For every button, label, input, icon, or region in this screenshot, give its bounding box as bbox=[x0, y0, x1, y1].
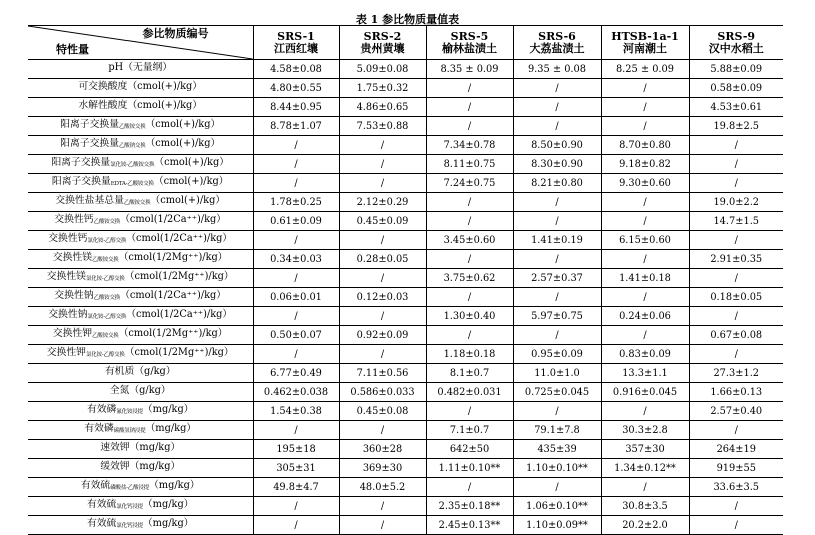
column-soil-name: 榆林盐渍土 bbox=[442, 41, 497, 55]
value-cell: / bbox=[689, 174, 783, 193]
value-cell: / bbox=[513, 79, 601, 98]
property-label-cell bbox=[28, 478, 253, 497]
value-cell: / bbox=[426, 250, 513, 269]
value-cell: 0.67±0.08 bbox=[689, 326, 783, 345]
value-cell: 357±30 bbox=[601, 440, 689, 459]
property-unit: （cmol(1/2Ca⁺⁺)/kg） bbox=[126, 309, 233, 320]
value-cell: 1.11±0.10** bbox=[426, 459, 513, 478]
method-subscript: 乙酸铵交换 bbox=[93, 219, 121, 225]
property-unit: （mg/kg） bbox=[142, 518, 194, 529]
value-cell: 2.12±0.29 bbox=[339, 193, 426, 212]
value-cell: / bbox=[339, 421, 426, 440]
value-cell: 30.3±2.8 bbox=[601, 421, 689, 440]
value-cell: 8.1±0.7 bbox=[426, 364, 513, 383]
property-label-cell bbox=[28, 212, 253, 231]
property-name: 交换性镁 bbox=[52, 252, 93, 263]
value-cell: / bbox=[601, 212, 689, 231]
column-soil-name: 河南潮土 bbox=[623, 41, 667, 55]
column-soil-name: 贵州黄壤 bbox=[360, 41, 405, 55]
value-cell: / bbox=[253, 497, 339, 516]
table-row bbox=[28, 60, 783, 79]
property-unit: （cmol(1/2Ca⁺⁺)/kg） bbox=[120, 290, 227, 301]
column-soil-name: 江西红壤 bbox=[274, 41, 318, 55]
value-cell: 0.916±0.045 bbox=[601, 383, 689, 402]
value-cell: 49.8±4.7 bbox=[253, 478, 339, 497]
value-cell: 1.54±0.38 bbox=[253, 402, 339, 421]
value-cell: 0.61±0.09 bbox=[253, 212, 339, 231]
value-cell: / bbox=[426, 326, 513, 345]
table-row bbox=[28, 402, 783, 421]
table-row bbox=[28, 250, 783, 269]
value-cell: / bbox=[253, 155, 339, 174]
value-cell: 2.91±0.35 bbox=[689, 250, 783, 269]
value-cell: / bbox=[513, 402, 601, 421]
value-cell: / bbox=[601, 402, 689, 421]
table-row bbox=[28, 516, 783, 535]
value-cell: / bbox=[513, 250, 601, 269]
value-cell: 5.88±0.09 bbox=[689, 60, 783, 79]
property-label-cell bbox=[28, 497, 253, 516]
column-code: SRS-5 bbox=[450, 29, 489, 43]
value-cell: / bbox=[513, 212, 601, 231]
property-label-cell bbox=[28, 421, 253, 440]
table-row bbox=[28, 231, 783, 250]
value-cell: 8.35 ± 0.09 bbox=[426, 60, 513, 79]
value-cell: / bbox=[426, 402, 513, 421]
property-label-cell bbox=[28, 440, 253, 459]
table-title: 表 1 参比物质量值表 bbox=[355, 13, 460, 26]
diagonal-header-cell bbox=[28, 26, 253, 60]
value-cell: 8.11±0.75 bbox=[426, 155, 513, 174]
property-label-cell bbox=[28, 307, 253, 326]
value-cell: 8.70±0.80 bbox=[601, 136, 689, 155]
property-name: 交换性钙 bbox=[54, 214, 94, 225]
value-cell: 0.586±0.033 bbox=[339, 383, 426, 402]
value-cell: / bbox=[339, 136, 426, 155]
property-label-cell bbox=[28, 231, 253, 250]
value-cell: 360±28 bbox=[339, 440, 426, 459]
table-row bbox=[28, 383, 783, 402]
value-cell: / bbox=[513, 193, 601, 212]
value-cell: 19.0±2.2 bbox=[689, 193, 783, 212]
property-name: 速效钾（mg/kg） bbox=[100, 442, 181, 453]
value-cell: / bbox=[339, 345, 426, 364]
value-cell: 369±30 bbox=[339, 459, 426, 478]
property-unit: （cmol(1/2Mg⁺⁺)/kg） bbox=[118, 252, 228, 263]
value-cell: / bbox=[339, 307, 426, 326]
property-name: 可交换酸度（cmol(+)/kg） bbox=[78, 81, 203, 92]
value-cell: / bbox=[426, 98, 513, 117]
table-row bbox=[28, 345, 783, 364]
value-cell: 8.21±0.80 bbox=[513, 174, 601, 193]
value-cell: / bbox=[339, 497, 426, 516]
property-name: 交换性钠 bbox=[48, 309, 88, 320]
column-header bbox=[513, 26, 601, 60]
value-cell: 1.30±0.40 bbox=[426, 307, 513, 326]
property-label-cell bbox=[28, 345, 253, 364]
reference-material-table bbox=[28, 25, 783, 535]
value-cell: 435±39 bbox=[513, 440, 601, 459]
value-cell: 9.30±0.60 bbox=[601, 174, 689, 193]
property-unit: （mg/kg） bbox=[142, 499, 194, 510]
property-name: 全氮（g/kg） bbox=[109, 385, 171, 396]
property-name: 交换性镁 bbox=[46, 271, 86, 282]
table-row bbox=[28, 440, 783, 459]
property-label-cell bbox=[28, 155, 253, 174]
header-property-label: 特性量 bbox=[56, 43, 89, 56]
value-cell: 1.34±0.12** bbox=[601, 459, 689, 478]
table-row bbox=[28, 307, 783, 326]
value-cell: / bbox=[426, 117, 513, 136]
value-cell: 0.725±0.045 bbox=[513, 383, 601, 402]
property-name: 缓效钾（mg/kg） bbox=[100, 461, 181, 472]
value-cell: 19.8±2.5 bbox=[689, 117, 783, 136]
value-cell: 20.2±2.0 bbox=[601, 516, 689, 535]
value-cell: 0.18±0.05 bbox=[689, 288, 783, 307]
table-row bbox=[28, 459, 783, 478]
table-row bbox=[28, 326, 783, 345]
value-cell: / bbox=[339, 516, 426, 535]
value-cell: 1.66±0.13 bbox=[689, 383, 783, 402]
method-subscript: 磷酸盐-乙酸浸提 bbox=[110, 485, 149, 491]
method-subscript: 碳酸氢钠浸提 bbox=[113, 428, 146, 434]
property-name: 有效磷 bbox=[84, 423, 114, 434]
value-cell: 9.35 ± 0.08 bbox=[513, 60, 601, 79]
property-name: 有效硫 bbox=[86, 518, 117, 529]
property-unit: （mg/kg） bbox=[142, 404, 194, 415]
property-name: 阳离子交换量 bbox=[51, 157, 111, 168]
table-row bbox=[28, 79, 783, 98]
property-name: 交换性钾 bbox=[46, 347, 86, 358]
value-cell: 8.25 ± 0.09 bbox=[601, 60, 689, 79]
property-label-cell bbox=[28, 174, 253, 193]
column-code: SRS-1 bbox=[277, 29, 315, 43]
value-cell: 3.45±0.60 bbox=[426, 231, 513, 250]
property-name: 交换性盐基总量 bbox=[55, 195, 124, 206]
property-label-cell bbox=[28, 459, 253, 478]
value-cell: / bbox=[601, 478, 689, 497]
method-subscript: 氯化铵-乙醇交换 bbox=[87, 238, 127, 244]
header-material-code-label: 参比物质编号 bbox=[142, 27, 209, 40]
value-cell: 0.92±0.09 bbox=[339, 326, 426, 345]
property-name: 水解性酸度（cmol(+)/kg） bbox=[78, 100, 203, 111]
value-cell: 8.78±1.07 bbox=[253, 117, 339, 136]
table-row bbox=[28, 212, 783, 231]
value-cell: / bbox=[513, 98, 601, 117]
value-cell: 6.15±0.60 bbox=[601, 231, 689, 250]
table-row bbox=[28, 155, 783, 174]
table-row bbox=[28, 136, 783, 155]
value-cell: 1.75±0.32 bbox=[339, 79, 426, 98]
property-name: 有机质（g/kg） bbox=[104, 366, 176, 377]
value-cell: 3.75±0.62 bbox=[426, 269, 513, 288]
value-cell: 0.24±0.06 bbox=[601, 307, 689, 326]
value-cell: / bbox=[513, 288, 601, 307]
method-subscript: 氯化钙浸提 bbox=[116, 504, 143, 510]
value-cell: 2.57±0.40 bbox=[689, 402, 783, 421]
value-cell: 0.462±0.038 bbox=[253, 383, 339, 402]
property-unit: （cmol(1/2Mg⁺⁺)/kg） bbox=[124, 271, 234, 282]
method-subscript: 乙酸铵交换 bbox=[92, 257, 119, 263]
value-cell: / bbox=[339, 155, 426, 174]
value-cell: / bbox=[689, 269, 783, 288]
value-cell: / bbox=[513, 478, 601, 497]
value-cell: 1.41±0.18 bbox=[601, 269, 689, 288]
value-cell: / bbox=[426, 478, 513, 497]
property-name: 阳离子交换量 bbox=[60, 138, 119, 149]
column-soil-name: 汉中水稻土 bbox=[708, 41, 764, 55]
property-label-cell bbox=[28, 269, 253, 288]
value-cell: / bbox=[601, 98, 689, 117]
value-cell: / bbox=[601, 288, 689, 307]
property-name: 阳离子交换量 bbox=[51, 176, 111, 187]
method-subscript: EDTA-乙酸铵交换 bbox=[110, 181, 154, 187]
property-unit: （cmol(1/2Ca⁺⁺)/kg） bbox=[120, 214, 227, 225]
table-row bbox=[28, 288, 783, 307]
value-cell: 8.44±0.95 bbox=[253, 98, 339, 117]
value-cell: / bbox=[601, 250, 689, 269]
property-label-cell bbox=[28, 136, 253, 155]
value-cell: 0.06±0.01 bbox=[253, 288, 339, 307]
table-row bbox=[28, 98, 783, 117]
column-header bbox=[253, 26, 339, 60]
value-cell: 79.1±7.8 bbox=[513, 421, 601, 440]
property-unit: （cmol(+)/kg） bbox=[150, 195, 226, 206]
property-label-cell bbox=[28, 79, 253, 98]
value-cell: 0.58±0.09 bbox=[689, 79, 783, 98]
method-subscript: 氯化铵-乙醇交换 bbox=[85, 276, 125, 282]
table-row bbox=[28, 269, 783, 288]
table-row bbox=[28, 193, 783, 212]
value-cell: 30.8±3.5 bbox=[601, 497, 689, 516]
value-cell: 11.0±1.0 bbox=[513, 364, 601, 383]
property-unit: （cmol(+)/kg） bbox=[154, 157, 230, 168]
value-cell: 4.53±0.61 bbox=[689, 98, 783, 117]
property-unit: （cmol(1/2Mg⁺⁺)/kg） bbox=[124, 347, 234, 358]
value-cell: 1.41±0.19 bbox=[513, 231, 601, 250]
value-cell: 27.3±1.2 bbox=[689, 364, 783, 383]
value-cell: 264±19 bbox=[689, 440, 783, 459]
value-cell: 305±31 bbox=[253, 459, 339, 478]
value-cell: 2.45±0.13** bbox=[426, 516, 513, 535]
property-label-cell bbox=[28, 117, 253, 136]
column-code: SRS-6 bbox=[538, 29, 576, 43]
value-cell: 4.80±0.55 bbox=[253, 79, 339, 98]
value-cell: 919±55 bbox=[689, 459, 783, 478]
value-cell: 2.57±0.37 bbox=[513, 269, 601, 288]
value-cell: / bbox=[253, 174, 339, 193]
value-cell: 8.50±0.90 bbox=[513, 136, 601, 155]
value-cell: / bbox=[689, 421, 783, 440]
property-label-cell bbox=[28, 288, 253, 307]
property-unit: （cmol(+)/kg） bbox=[145, 138, 221, 149]
column-header bbox=[601, 26, 689, 60]
value-cell: / bbox=[601, 117, 689, 136]
value-cell: / bbox=[513, 117, 601, 136]
value-cell: 6.77±0.49 bbox=[253, 364, 339, 383]
value-cell: 0.34±0.03 bbox=[253, 250, 339, 269]
property-name: 有效硫 bbox=[80, 480, 111, 491]
table-body bbox=[28, 60, 783, 535]
value-cell: 0.95±0.09 bbox=[513, 345, 601, 364]
property-label-cell bbox=[28, 516, 253, 535]
value-cell: / bbox=[339, 269, 426, 288]
value-cell: / bbox=[689, 345, 783, 364]
value-cell: / bbox=[253, 345, 339, 364]
property-label-cell bbox=[28, 383, 253, 402]
method-subscript: 氯化铵-乙酸铵交换 bbox=[110, 162, 155, 168]
method-subscript: 乙酸铵交换 bbox=[123, 200, 151, 206]
table-row bbox=[28, 117, 783, 136]
value-cell: 4.58±0.08 bbox=[253, 60, 339, 79]
property-unit: （cmol(+)/kg） bbox=[153, 176, 229, 187]
value-cell: 0.83±0.09 bbox=[601, 345, 689, 364]
column-header bbox=[339, 26, 426, 60]
property-unit: （cmol(1/2Mg⁺⁺)/kg） bbox=[118, 328, 228, 339]
value-cell: 14.7±1.5 bbox=[689, 212, 783, 231]
table-row bbox=[28, 174, 783, 193]
value-cell: / bbox=[601, 193, 689, 212]
value-cell: 7.11±0.56 bbox=[339, 364, 426, 383]
value-cell: 7.53±0.88 bbox=[339, 117, 426, 136]
property-name: 交换性钠 bbox=[54, 290, 94, 301]
method-subscript: 氟化铵浸提 bbox=[116, 409, 143, 415]
property-label-cell bbox=[28, 193, 253, 212]
value-cell: / bbox=[689, 136, 783, 155]
property-unit: （cmol(+)/kg） bbox=[145, 119, 221, 130]
value-cell: 33.6±3.5 bbox=[689, 478, 783, 497]
value-cell: / bbox=[339, 174, 426, 193]
value-cell: 1.78±0.25 bbox=[253, 193, 339, 212]
property-unit: （mg/kg） bbox=[145, 423, 197, 434]
value-cell: 7.24±0.75 bbox=[426, 174, 513, 193]
value-cell: 1.10±0.09** bbox=[513, 516, 601, 535]
value-cell: / bbox=[689, 307, 783, 326]
column-code: HTSB-1a-1 bbox=[611, 29, 679, 43]
value-cell: / bbox=[689, 516, 783, 535]
property-name: 交换性钾 bbox=[52, 328, 93, 339]
value-cell: 5.97±0.75 bbox=[513, 307, 601, 326]
value-cell: 4.86±0.65 bbox=[339, 98, 426, 117]
table-row bbox=[28, 478, 783, 497]
method-subscript: 氯化铵-乙醇交换 bbox=[87, 314, 127, 320]
value-cell: / bbox=[339, 231, 426, 250]
property-label-cell bbox=[28, 250, 253, 269]
table-row bbox=[28, 497, 783, 516]
property-unit: （cmol(1/2Ca⁺⁺)/kg） bbox=[126, 233, 233, 244]
value-cell: 48.0±5.2 bbox=[339, 478, 426, 497]
value-cell: 2.35±0.18** bbox=[426, 497, 513, 516]
method-subscript: 乙酸铵交换 bbox=[93, 295, 121, 301]
property-label-cell bbox=[28, 60, 253, 79]
value-cell: 0.482±0.031 bbox=[426, 383, 513, 402]
value-cell: / bbox=[426, 288, 513, 307]
value-cell: / bbox=[253, 421, 339, 440]
value-cell: / bbox=[513, 326, 601, 345]
property-label-cell bbox=[28, 402, 253, 421]
value-cell: 0.50±0.07 bbox=[253, 326, 339, 345]
value-cell: / bbox=[253, 307, 339, 326]
property-label-cell bbox=[28, 98, 253, 117]
property-name: 交换性钙 bbox=[48, 233, 88, 244]
value-cell: / bbox=[689, 155, 783, 174]
method-subscript: 乙酸铵交换 bbox=[92, 333, 119, 339]
value-cell: 13.3±1.1 bbox=[601, 364, 689, 383]
value-cell: 7.34±0.78 bbox=[426, 136, 513, 155]
property-name: 阳离子交换量 bbox=[60, 119, 119, 130]
column-code: SRS-2 bbox=[363, 29, 402, 43]
value-cell: / bbox=[689, 497, 783, 516]
value-cell: / bbox=[253, 136, 339, 155]
value-cell: 0.28±0.05 bbox=[339, 250, 426, 269]
table-row bbox=[28, 364, 783, 383]
value-cell: / bbox=[426, 79, 513, 98]
property-name: pH（无量纲） bbox=[108, 62, 173, 73]
value-cell: / bbox=[689, 231, 783, 250]
property-name: 有效硫 bbox=[86, 499, 117, 510]
value-cell: / bbox=[253, 269, 339, 288]
method-subscript: 氯化钙浸提 bbox=[116, 523, 143, 529]
value-cell: 0.12±0.03 bbox=[339, 288, 426, 307]
value-cell: 0.45±0.09 bbox=[339, 212, 426, 231]
value-cell: / bbox=[253, 231, 339, 250]
value-cell: 0.45±0.08 bbox=[339, 402, 426, 421]
value-cell: / bbox=[426, 212, 513, 231]
property-label-cell bbox=[28, 364, 253, 383]
table-row bbox=[28, 421, 783, 440]
value-cell: 1.10±0.10** bbox=[513, 459, 601, 478]
column-code: SRS-9 bbox=[717, 29, 756, 43]
property-label-cell bbox=[28, 326, 253, 345]
value-cell: 7.1±0.7 bbox=[426, 421, 513, 440]
property-name: 有效磷 bbox=[86, 404, 117, 415]
value-cell: 9.18±0.82 bbox=[601, 155, 689, 174]
value-cell: 642±50 bbox=[426, 440, 513, 459]
value-cell: 1.06±0.10** bbox=[513, 497, 601, 516]
column-soil-name: 大荔盐渍土 bbox=[529, 41, 585, 55]
value-cell: 195±18 bbox=[253, 440, 339, 459]
property-unit: （mg/kg） bbox=[148, 480, 200, 491]
value-cell: 1.18±0.18 bbox=[426, 345, 513, 364]
value-cell: 8.30±0.90 bbox=[513, 155, 601, 174]
value-cell: / bbox=[601, 326, 689, 345]
value-cell: / bbox=[601, 79, 689, 98]
value-cell: / bbox=[426, 193, 513, 212]
value-cell: 5.09±0.08 bbox=[339, 60, 426, 79]
column-header bbox=[426, 26, 513, 60]
method-subscript: 乙酸铵交换 bbox=[119, 124, 146, 130]
value-cell: / bbox=[253, 516, 339, 535]
column-header bbox=[689, 26, 783, 60]
method-subscript: 氯化铵-乙醇交换 bbox=[85, 352, 125, 358]
method-subscript: 乙酸钠交换 bbox=[119, 143, 146, 149]
header-row bbox=[28, 26, 783, 60]
